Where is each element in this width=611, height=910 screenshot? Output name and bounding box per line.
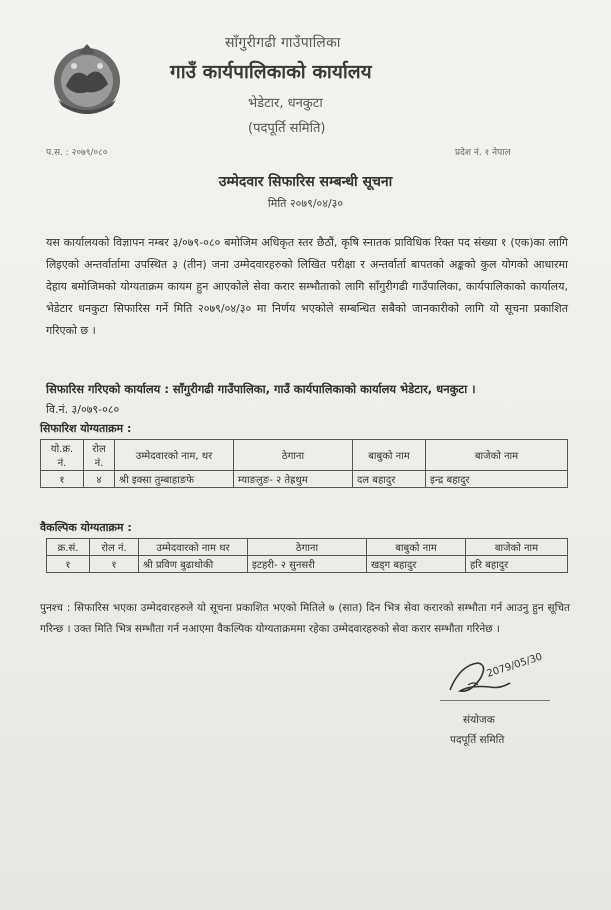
table-header-row	[41, 440, 568, 471]
signature-line	[440, 700, 550, 701]
recommended-office: सिफारिस गरिएको कार्यालय : साँगुरीगढी गाउँपालिका, गाउँ कार्यपालिकाको कार्यालय भेडेटार, धनकुटा ।	[46, 382, 476, 396]
municipality-name: साँगुरीगढी गाउँपालिका	[225, 35, 341, 51]
signature-image	[440, 645, 560, 715]
table-cell: श्री इक्सा तुम्बाहाङफे	[115, 471, 234, 488]
table-cell: दल बहादुर	[353, 471, 426, 488]
col-header: बाबुको नाम	[367, 539, 466, 556]
table-cell: १	[47, 556, 90, 573]
table-cell: इटहरी- २ सुनसरी	[248, 556, 367, 573]
col-header: रोल नं.	[84, 440, 115, 471]
fiscal-year: प.स. : २०७९/०८०	[46, 148, 108, 158]
col-header: उम्मेदवारको नाम, थर	[115, 440, 234, 471]
signature-date-handwritten: 2079/05/30	[485, 651, 544, 680]
col-header: उम्मेदवारको नाम थर	[139, 539, 248, 556]
notice-date: मिति २०७९/०४/३०	[267, 197, 344, 210]
province: प्रदेश नं. १ नेपाल	[455, 148, 511, 158]
advertisement-ref: वि.नं. ३/०७९-०८०	[46, 403, 120, 416]
notice-title: उम्मेदवार सिफारिस सम्बन्धी सूचना	[218, 174, 393, 190]
committee-name: (पदपूर्ति समिति)	[248, 121, 326, 136]
col-header: बाजेको नाम	[426, 440, 568, 471]
col-header: ठेगाना	[248, 539, 367, 556]
signatory-committee: पदपूर्ति समिति	[450, 734, 505, 746]
col-header: ठेगाना	[234, 440, 353, 471]
col-header: बाबुको नाम	[353, 440, 426, 471]
table-cell: श्री प्रविण बुढाथोकी	[139, 556, 248, 573]
col-header: यो.क्र. नं.	[41, 440, 84, 471]
col-header: क्र.सं.	[47, 539, 90, 556]
alternate-table	[46, 538, 568, 573]
table-cell: ४	[84, 471, 115, 488]
nepal-emblem-icon	[44, 36, 130, 122]
table-row	[41, 471, 568, 488]
table-header-row	[47, 539, 568, 556]
table-cell: १	[41, 471, 84, 488]
table-cell: खड्ग बहादुर	[367, 556, 466, 573]
table-row	[47, 556, 568, 573]
merit-table-title: सिफारिश योग्यताक्रम :	[40, 422, 132, 435]
table-cell: १	[90, 556, 139, 573]
footnote: पुनश्च : सिफारिस भएका उम्मेदवारहरुले यो सूचना प्रकाशित भएको मितिले ७ (सात) दिन भित्र सेवा करारको सम्भौता गर्न आउनु हुन सूचित गरिन्छ । उक्त मिति भित्र सम्भौता गर्न नआएमा वैकल्पिक योग्यताक्रममा रहेका उम्मेदवारहरुको सेवा करार सम्भौता गरिनेछ ।	[40, 602, 570, 635]
col-header: बाजेको नाम	[466, 539, 568, 556]
notice-body: यस कार्यालयको विज्ञापन नम्बर ३/०७९-०८० बमोजिम अधिकृत स्तर छैठौं, कृषि स्नातक प्राविधिक रिक्त पद संख्या १ (एक)का लागि लिइएको अन्तर्वार्तामा उपस्थित ३ (तीन) जना उम्मेदवारहरुको लिखित परीक्षा र अन्तर्वार्ता बापतको अङ्कको कुल योगको आधारमा देहाय बमोजिमको योग्यताक्रम कायम हुन आएकोले सेवा करार सम्भौताको लागि साँगुरीगढी गाउँपालिका, कार्यपालिकाको कार्यालय, भेडेटार धनकुटा सिफारिस गर्ने मिति २०७९/०४/३० मा निर्णय भएकोले सम्बन्धित सबैको जानकारीको लागि यो सूचना प्रकाशित गरिएको छ ।	[46, 236, 568, 337]
signatory-title: संयोजक	[463, 714, 495, 726]
col-header: रोल नं.	[90, 539, 139, 556]
table-cell: म्याङलुङ- २ तेह्रथुम	[234, 471, 353, 488]
table-cell: हरि बहादुर	[466, 556, 568, 573]
alt-table-title: वैकल्पिक योग्यताक्रम :	[40, 521, 132, 534]
office-name: गाउँ कार्यपालिकाको कार्यालय	[170, 61, 372, 83]
office-address: भेडेटार, धनकुटा	[248, 96, 323, 111]
merit-table	[40, 439, 568, 488]
table-cell: इन्द्र बहादुर	[426, 471, 568, 488]
